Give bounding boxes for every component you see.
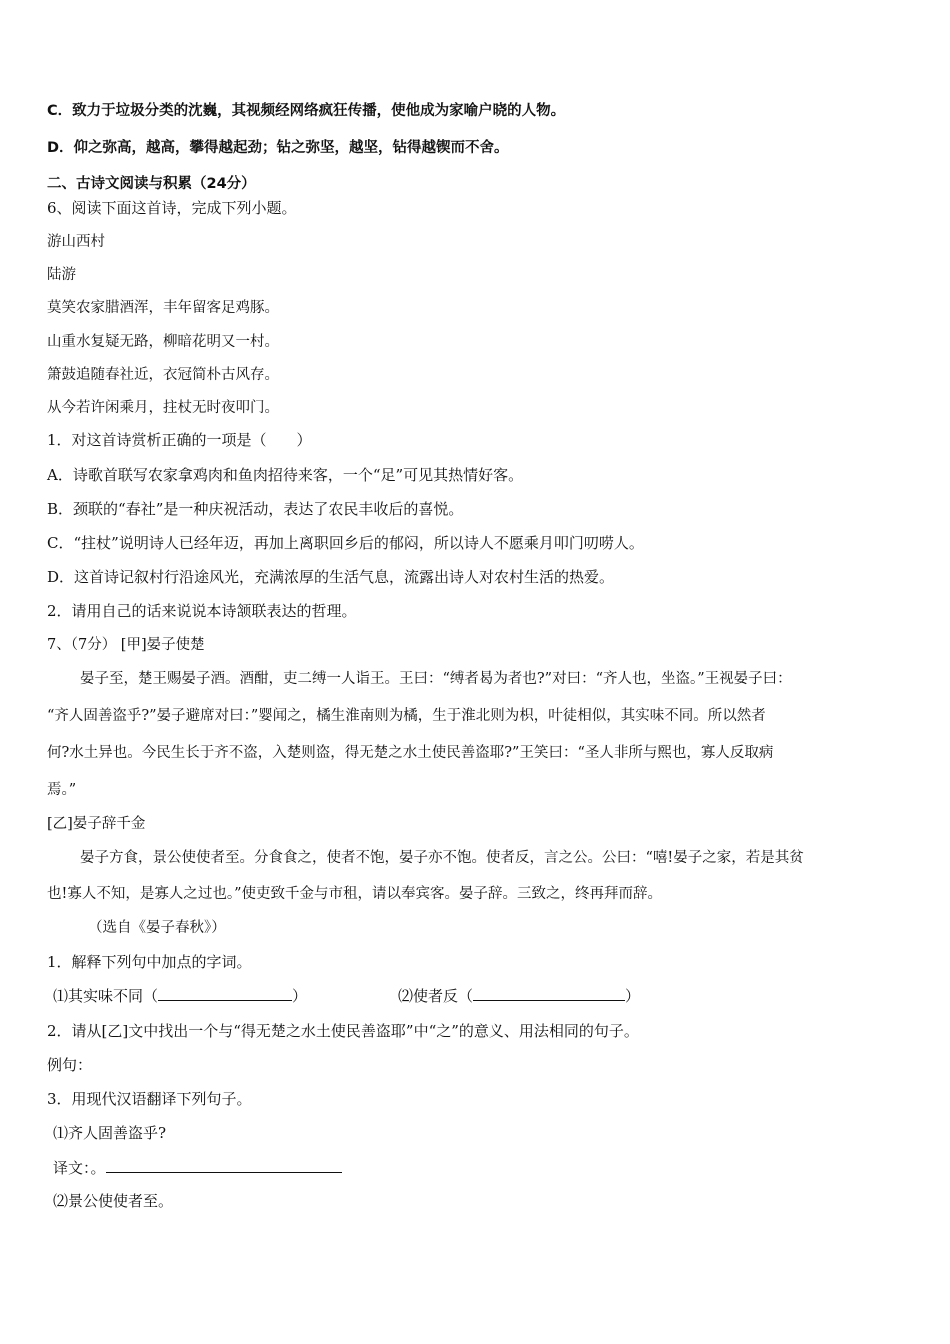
q7-sub3-item2: ⑵景公使使者至。 [53,1192,174,1210]
q7-sub2: 2．请从[乙]文中找出一个与“得无楚之水土使民善盗耶”中“之”的意义、用法相同的句子。 [47,1022,639,1040]
item2-close: ） [625,987,641,1005]
option-d-q5: D．仰之弥高，越高，攀得越起劲；钻之弥坚，越坚，钻得越锲而不舍。 [47,140,509,156]
item1-label: ⑴其实味不同（ [53,987,159,1005]
option-c-q5: C．致力于垃圾分类的沈巍，其视频经网络疯狂传播，使他成为家喻户晓的人物。 [47,103,566,119]
q6-option-c: C．“拄杖”说明诗人已经年迈，再加上离职回乡后的郁闷，所以诗人不愿乘月叩门叨唠人。 [47,534,644,552]
translation-blank[interactable] [106,1157,342,1173]
answer-blank-2[interactable] [473,985,625,1001]
translation-line [53,1157,342,1178]
q7-sub3-item1: ⑴齐人固善盗乎? [53,1124,167,1142]
question-6-prompt: 6、阅读下面这首诗，完成下列小题。 [47,199,297,217]
passage-a-line-4: 焉。” [47,782,77,798]
poem-title: 游山西村 [47,234,105,250]
example-label: 例句： [47,1056,93,1074]
item2-label: ⑵使者反（ [398,987,474,1005]
passage-b-title: [乙]晏子辞千金 [47,816,146,832]
q6-option-a: A．诗歌首联写农家拿鸡肉和鱼肉招待来客，一个“足”可见其热情好客。 [47,466,524,484]
answer-blank-1[interactable] [158,985,292,1001]
q7-sub1-item2 [398,985,640,1006]
q7-sub1-item1 [53,985,307,1006]
section-heading: 二、古诗文阅读与积累（24分） [47,176,256,192]
q6-sub2: 2．请用自己的话来说说本诗颔联表达的哲理。 [47,602,357,620]
poem-line-1: 莫笑农家腊酒浑，丰年留客足鸡豚。 [47,300,279,316]
source-note: （选自《晏子春秋》） [88,920,226,936]
poem-line-2: 山重水复疑无路，柳暗花明又一村。 [47,334,279,350]
passage-a-line-3: 何?水土异也。今民生长于齐不盗，入楚则盗，得无楚之水土使民善盗耶?”王笑曰：“圣人非所与熙也，寡人反取病 [47,745,774,761]
q6-sub1: 1．对这首诗赏析正确的一项是（ ） [47,431,312,449]
q7-sub1: 1．解释下列句中加点的字词。 [47,953,252,971]
poem-author: 陆游 [47,267,76,283]
translation-label: 译文：。 [53,1159,106,1177]
passage-b-line-1: 晏子方食，景公使使者至。分食食之，使者不饱，晏子亦不饱。使者反，言之公。公曰：“嘻!晏子之家，若是其贫 [80,850,804,866]
q7-sub3: 3．用现代汉语翻译下列句子。 [47,1090,252,1108]
item1-close: ） [292,987,308,1005]
poem-line-3: 箫鼓追随春社近，衣冠简朴古风存。 [47,367,279,383]
passage-a-line-1: 晏子至，楚王赐晏子酒。酒酣，吏二缚一人诣王。王曰：“缚者曷为者也?”对曰：“齐人也，坐盗。”王视晏子曰： [80,671,792,687]
q6-option-d: D．这首诗记叙村行沿途风光，充满浓厚的生活气息，流露出诗人对农村生活的热爱。 [47,568,615,586]
passage-a-line-2: “齐人固善盗乎?”晏子避席对曰：”婴闻之，橘生淮南则为橘，生于淮北则为枳，叶徒相似，其实味不同。所以然者 [47,708,766,724]
passage-b-line-2: 也!寡人不知，是寡人之过也。”使吏致千金与市租，请以奉宾客。晏子辞。三致之，终再拜而辞。 [47,886,662,902]
question-7-heading: 7、（7分） [甲]晏子使楚 [47,637,205,653]
q6-option-b: B．颈联的“春社”是一种庆祝活动，表达了农民丰收后的喜悦。 [47,500,464,518]
poem-line-4: 从今若许闲乘月，拄杖无时夜叩门。 [47,400,279,416]
